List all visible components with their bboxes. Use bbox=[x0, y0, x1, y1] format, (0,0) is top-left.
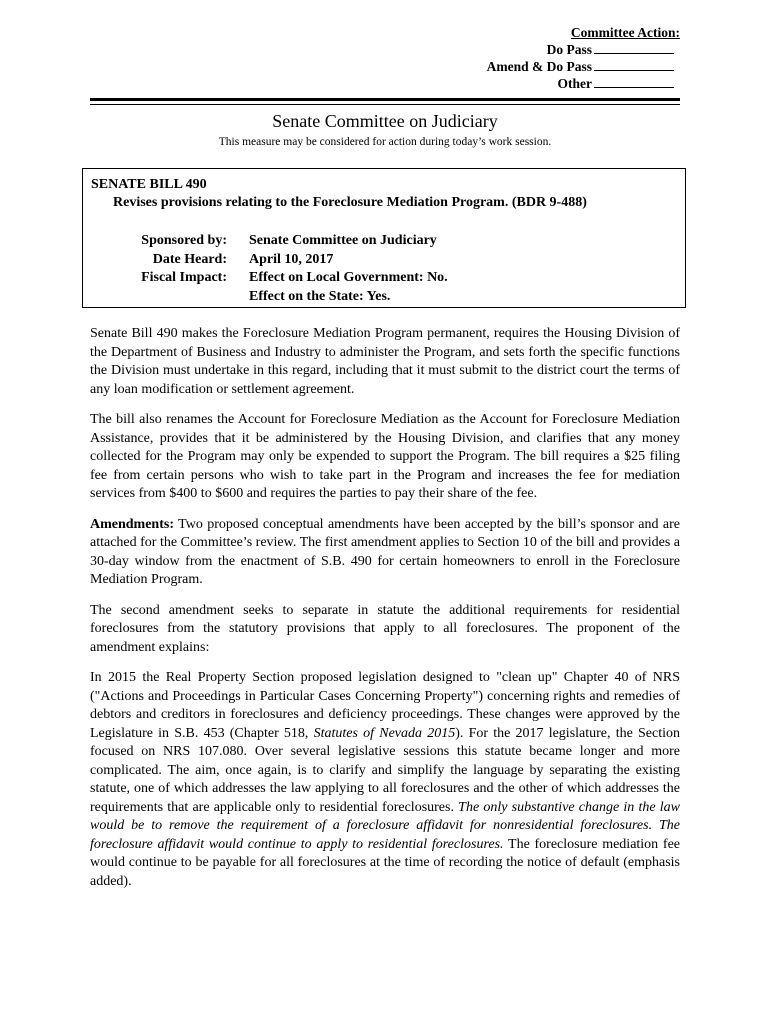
amendments-label: Amendments: bbox=[90, 516, 174, 532]
header-divider-thick bbox=[90, 98, 680, 101]
option-label: Other bbox=[557, 76, 592, 91]
quote-part-c: The foreclosure mediation fee would continue to be payable for all foreclosures at the time of recording the notice of default (emphasis added). bbox=[90, 836, 680, 889]
option-label: Do Pass bbox=[546, 42, 592, 57]
paragraph-proponent-quote bbox=[90, 669, 680, 891]
fiscal-state-value: Effect on the State: Yes. bbox=[249, 288, 391, 304]
committee-action-title: Committee Action: bbox=[570, 25, 680, 40]
quote-part-b: ). For the 2017 legislature, the Section focused on NRS 107.080. Over several legislative sessions this statute became longer and more complicated. The aim, once again, is to clarify and simplify the language by separating the existing statute, one of which addresses the law applying to all foreclosures and the other of which addresses the requirements that are applicable only to residential foreclosures. bbox=[90, 725, 681, 815]
quote-emphasis: The only substantive change in the law would be to remove the requirement of a foreclosure affidavit for nonresidential foreclosures. The foreclosure affidavit would continue to apply to residential foreclosures. bbox=[90, 799, 680, 852]
statutes-citation: Statutes of Nevada 2015 bbox=[313, 725, 456, 741]
date-label: Date Heard: bbox=[152, 251, 227, 267]
bill-number: SENATE BILL 490 bbox=[91, 177, 207, 192]
option-blank-line bbox=[594, 58, 674, 71]
bill-summary-box bbox=[82, 168, 686, 308]
meta-row-date bbox=[83, 251, 683, 270]
paragraph-summary: Senate Bill 490 makes the Foreclosure Mediation Program permanent, requires the Housing Division of the Department of Business and Industry to administer the Program, and sets forth the specific functions the Division must undertake in this regard, including that it must submit to the district court the terms of any loan modification or settlement agreement. bbox=[90, 326, 680, 397]
quote-part-a: In 2015 the Real Property Section proposed legislation designed to "clean up" Chapter 40 of NRS ("Actions and Proceedings in Particular Cases Concerning Property") concerning rights and remedies of debtors and creditors in foreclosures and deficiency proceedings. These changes were approved by the Legislature in S.B. 453 (Chapter 518, bbox=[90, 670, 680, 741]
header-divider-thin bbox=[90, 104, 680, 105]
meta-row-sponsor bbox=[83, 232, 683, 251]
committee-name-heading: Senate Committee on Judiciary bbox=[272, 111, 498, 131]
meta-row-fiscal bbox=[83, 269, 683, 288]
session-note: This measure may be considered for action during today’s work session. bbox=[218, 136, 552, 148]
meta-row-fiscal-state bbox=[83, 288, 683, 307]
date-value: April 10, 2017 bbox=[249, 251, 334, 267]
option-blank-line bbox=[594, 41, 674, 54]
sponsored-value: Senate Committee on Judiciary bbox=[249, 233, 437, 248]
paragraph-account: The bill also renames the Account for Foreclosure Mediation as the Account for Foreclosure Mediation Assistance, provides that it be administered by the Housing Division, and clarifies that any money collected for the Program may only be expended to support the Program. The bill requires a $25 filing fee from certain persons who wish to take part in the Program and increases the fee for mediation services from $400 to $600 and requires the parties to pay their share of the fee. bbox=[90, 412, 680, 501]
bill-body-text bbox=[90, 325, 680, 903]
sponsored-label: Sponsored by: bbox=[141, 233, 227, 248]
committee-action-block bbox=[420, 24, 680, 92]
bill-description: Revises provisions relating to the Foreclosure Mediation Program. (BDR 9-488) bbox=[113, 195, 587, 210]
committee-action-option bbox=[420, 58, 674, 75]
paragraph-amendments bbox=[90, 516, 680, 590]
fiscal-local-value: Effect on Local Government: No. bbox=[249, 270, 448, 285]
committee-action-option bbox=[420, 75, 674, 92]
option-label: Amend & Do Pass bbox=[486, 59, 592, 74]
amendments-text: Two proposed conceptual amendments have been accepted by the bill’s sponsor and are attached for the Committee’s review. The first amendment applies to Section 10 of the bill and provides a 30-day window from the enactment of S.B. 490 for certain homeowners to enroll in the Foreclosure Mediation Program. bbox=[90, 516, 680, 587]
paragraph-second-amendment: The second amendment seeks to separate in statute the additional requirements for residential foreclosures from the statutory provisions that apply to all foreclosures. The proponent of the amendment explains: bbox=[90, 602, 680, 655]
bill-meta bbox=[83, 232, 683, 306]
option-blank-line bbox=[594, 75, 674, 88]
fiscal-label: Fiscal Impact: bbox=[141, 270, 227, 285]
committee-action-option bbox=[420, 41, 674, 58]
